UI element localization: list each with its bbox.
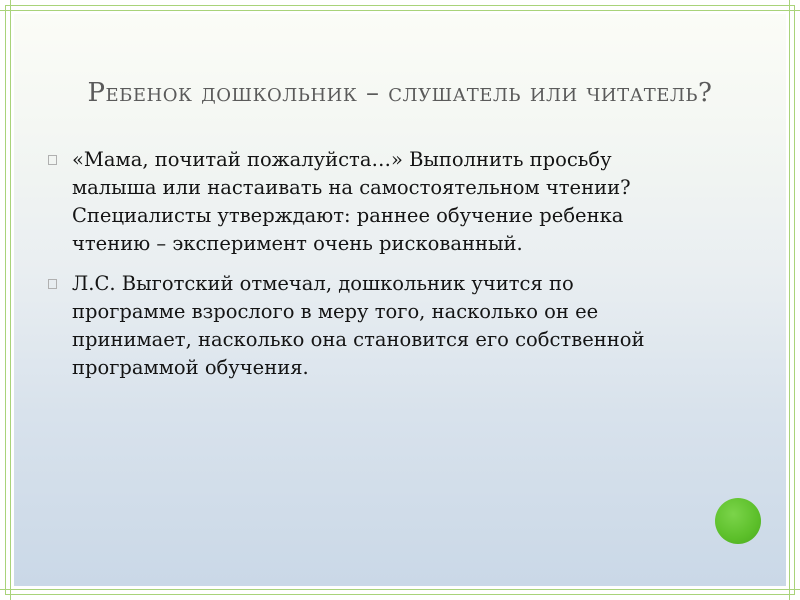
green-circle-decoration (715, 498, 761, 544)
bullet-marker-icon (48, 155, 57, 165)
bullet-list (48, 146, 688, 394)
slide-title: Ребенок дошкольник – слушатель или читатель? (87, 78, 713, 108)
bullet-item (48, 146, 688, 258)
bullet-text: «Мама, почитай пожалуйста…» Выполнить просьбу малыша или настаивать на самостоятельном чтении? Специалисты утверждают: раннее обучение ребенка чтению – эксперимент очень рискованный. (72, 148, 631, 255)
bullet-text: Л.С. Выготский отмечал, дошкольник учится по программе взрослого в меру того, насколько он ее принимает, насколько она становится его собственной программой обучения. (72, 272, 645, 379)
bullet-item (48, 270, 688, 382)
bullet-marker-icon (48, 279, 57, 289)
